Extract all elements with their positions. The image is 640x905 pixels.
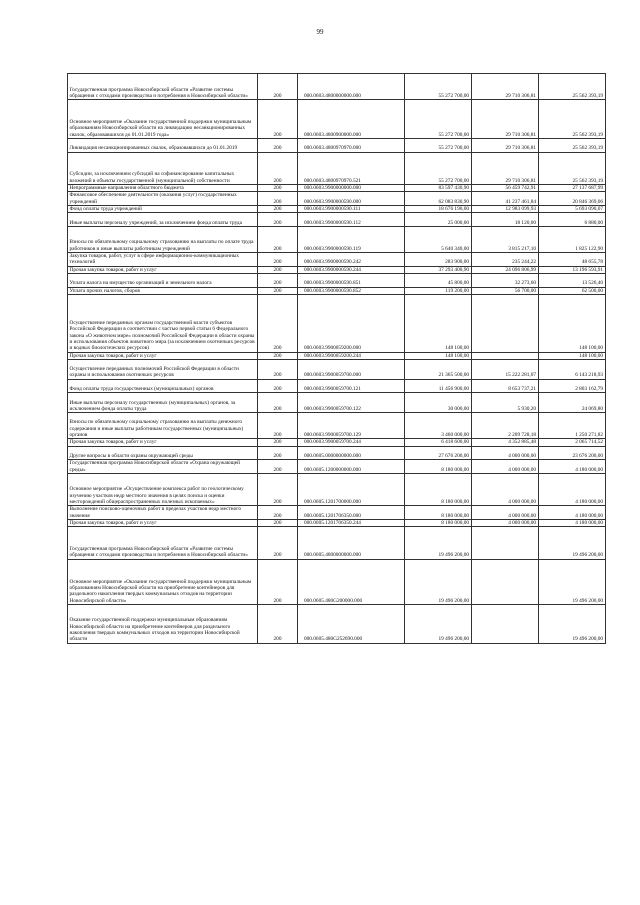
executed-amount-cell: 2 209 728,18 [471, 413, 538, 439]
table-row [68, 460, 606, 474]
classification-code-cell: 000.0603.4800900000.000 [298, 100, 405, 139]
remaining-amount-cell: 4 180 000,00 [538, 460, 605, 474]
expense-name-cell: Финансовое обеспечение деятельности (оказания услуг) государственных учреждений [68, 192, 258, 206]
approved-amount-cell: 3 460 000,00 [404, 413, 471, 439]
expense-name-cell: Иные выплаты персоналу государственных (муниципальных) органов, за исключением фонда оплаты труда [68, 393, 258, 413]
classification-code-cell: 000.0603.9900000590.851 [298, 273, 405, 287]
table-row [68, 185, 606, 192]
table-row [68, 352, 606, 359]
table-row [68, 152, 606, 185]
admin-code-cell: 200 [258, 473, 298, 506]
remaining-amount-cell: 27 137 687,99 [538, 185, 605, 192]
remaining-amount-cell: 62 500,00 [538, 287, 605, 294]
classification-code-cell: 000.0605.480G200000.000 [298, 559, 405, 604]
classification-code-cell: 000.0603.9900059200.244 [298, 352, 405, 359]
admin-code-cell: 200 [258, 446, 298, 460]
approved-amount-cell: 5 640 340,00 [404, 226, 471, 252]
approved-amount-cell: 6 418 600,00 [404, 439, 471, 446]
executed-amount-cell: 12 983 099,93 [471, 205, 538, 212]
approved-amount-cell: 21 365 500,00 [404, 359, 471, 379]
expense-name-cell: Осуществление переданных полномочий Российской Федерации в области охраны и использования охотничьих ресурсов [68, 359, 258, 379]
approved-amount-cell: 45 800,00 [404, 273, 471, 287]
classification-code-cell: 000.0603.9900059700.122 [298, 393, 405, 413]
remaining-amount-cell: 25 562 393,19 [538, 100, 605, 139]
table-row [68, 473, 606, 506]
remaining-amount-cell: 23 676 200,00 [538, 446, 605, 460]
table-row [68, 226, 606, 252]
table-row [68, 273, 606, 287]
classification-code-cell: 000.0603.4800000000.000 [298, 74, 405, 100]
expense-name-cell: Непрограммные направления областного бюджета [68, 185, 258, 192]
executed-amount-cell: 29 710 306,81 [471, 74, 538, 100]
approved-amount-cell: 119 200,00 [404, 287, 471, 294]
executed-amount-cell: 41 237 461,84 [471, 192, 538, 206]
table-row [68, 253, 606, 267]
executed-amount-cell: 29 710 306,81 [471, 138, 538, 152]
admin-code-cell: 200 [258, 559, 298, 604]
classification-code-cell: 000.0603.9900059700.244 [298, 439, 405, 446]
remaining-amount-cell: 20 846 369,06 [538, 192, 605, 206]
classification-code-cell: 000.0603.4800970970.521 [298, 152, 405, 185]
executed-amount-cell: 15 222 281,07 [471, 359, 538, 379]
expense-name-cell: Уплата прочих налогов, сборов [68, 287, 258, 294]
admin-code-cell: 200 [258, 273, 298, 287]
executed-amount-cell: 4 352 885,48 [471, 439, 538, 446]
expense-name-cell: Фонд оплаты труда государственных (муниципальных) органов [68, 379, 258, 393]
admin-code-cell: 200 [258, 226, 298, 252]
executed-amount-cell [471, 559, 538, 604]
admin-code-cell: 200 [258, 359, 298, 379]
remaining-amount-cell: 2 065 714,52 [538, 439, 605, 446]
table-row [68, 559, 606, 604]
table-row [68, 527, 606, 560]
remaining-amount-cell: 6 880,00 [538, 213, 605, 227]
executed-amount-cell: 4 000 000,00 [471, 460, 538, 474]
admin-code-cell: 200 [258, 460, 298, 474]
executed-amount-cell: 4 000 000,00 [471, 446, 538, 460]
approved-amount-cell: 19 496 200,00 [404, 527, 471, 560]
expense-name-cell: Выполнение поисково-оценочных работ в пределах участков недр местного значения [68, 506, 258, 520]
expense-name-cell: Основное мероприятие «Оказание государственной поддержки муниципальным образованиям Новосибирской области на ликвидацию несанкционированных свалок, образовавшихся до 01.01.2019 года» [68, 100, 258, 139]
approved-amount-cell: 55 272 700,00 [404, 152, 471, 185]
table-row [68, 205, 606, 212]
classification-code-cell: 000.0603.9900059700.000 [298, 359, 405, 379]
table-row [68, 287, 606, 294]
executed-amount-cell: 56 700,00 [471, 287, 538, 294]
admin-code-cell: 200 [258, 439, 298, 446]
admin-code-cell: 200 [258, 506, 298, 520]
expense-name-cell: Взносы по обязательному социальному страхованию на выплаты денежного содержания и иные выплаты работникам государственных (муниципальных) органов [68, 413, 258, 439]
remaining-amount-cell: 13 526,40 [538, 273, 605, 287]
expense-name-cell: Прочая закупка товаров, работ и услуг [68, 439, 258, 446]
expense-name-cell: Государственная программа Новосибирской области «Охрана окружающей среды» [68, 460, 258, 474]
executed-amount-cell: 29 710 306,81 [471, 100, 538, 139]
approved-amount-cell: 62 083 830,90 [404, 192, 471, 206]
remaining-amount-cell: 48 655,78 [538, 253, 605, 267]
remaining-amount-cell: 2 803 162,79 [538, 379, 605, 393]
approved-amount-cell: 148 100,00 [404, 294, 471, 352]
expense-name-cell: Иные выплаты персоналу учреждений, за исключением фонда оплаты труда [68, 213, 258, 227]
classification-code-cell: 000.0605.4800000000.000 [298, 527, 405, 560]
approved-amount-cell: 8 180 000,00 [404, 460, 471, 474]
executed-amount-cell [471, 527, 538, 560]
approved-amount-cell: 19 496 200,00 [404, 604, 471, 643]
admin-code-cell: 200 [258, 294, 298, 352]
classification-code-cell: 000.0603.9900000000.000 [298, 185, 405, 192]
table-row [68, 138, 606, 152]
admin-code-cell: 200 [258, 213, 298, 227]
page-number: 99 [316, 28, 324, 36]
remaining-amount-cell: 6 143 218,93 [538, 359, 605, 379]
admin-code-cell: 200 [258, 527, 298, 560]
table-row [68, 192, 606, 206]
executed-amount-cell [471, 294, 538, 352]
classification-code-cell: 000.0603.9900059700.121 [298, 379, 405, 393]
classification-code-cell: 000.0605.480G252690.000 [298, 604, 405, 643]
executed-amount-cell [471, 604, 538, 643]
executed-amount-cell: 32 273,60 [471, 273, 538, 287]
approved-amount-cell: 11 456 900,00 [404, 379, 471, 393]
admin-code-cell: 200 [258, 519, 298, 526]
approved-amount-cell: 27 676 200,00 [404, 446, 471, 460]
remaining-amount-cell: 1 825 122,90 [538, 226, 605, 252]
classification-code-cell: 000.0603.9900000590.242 [298, 253, 405, 267]
approved-amount-cell: 25 000,00 [404, 213, 471, 227]
classification-code-cell: 000.0605.1200000000.000 [298, 460, 405, 474]
executed-amount-cell: 3 815 217,10 [471, 226, 538, 252]
table-row [68, 213, 606, 227]
expense-name-cell: Взносы по обязательному социальному страхованию на выплаты по оплате труда работников и иные выплаты работникам учреждений [68, 226, 258, 252]
admin-code-cell: 200 [258, 352, 298, 359]
classification-code-cell: 000.0603.9900000590.119 [298, 226, 405, 252]
classification-code-cell: 000.0603.9900059700.129 [298, 413, 405, 439]
approved-amount-cell: 83 597 430,90 [404, 185, 471, 192]
classification-code-cell: 000.0603.9900000590.852 [298, 287, 405, 294]
admin-code-cell: 200 [258, 74, 298, 100]
classification-code-cell: 000.0603.9900059200.000 [298, 294, 405, 352]
remaining-amount-cell: 25 562 393,19 [538, 74, 605, 100]
classification-code-cell: 000.0605.1201700000.000 [298, 473, 405, 506]
expense-name-cell: Закупка товаров, работ, услуг в сфере информационно-коммуникационных технологий [68, 253, 258, 267]
classification-code-cell: 000.0603.9900000590.112 [298, 213, 405, 227]
expense-name-cell: Уплата налога на имущество организаций и земельного налога [68, 273, 258, 287]
expense-name-cell: Оказание государственной поддержки муниципальным образованиям Новосибирской области на приобретение контейнеров для раздельного накопления твердых коммунальных отходов на территории Новосибирской области [68, 604, 258, 643]
executed-amount-cell [471, 352, 538, 359]
expense-name-cell: Государственная программа Новосибирской области «Развитие системы обращения с отходами производства и потребления в Новосибирской области» [68, 74, 258, 100]
expense-name-cell: Основное мероприятие «Оказание государственной поддержки муниципальным образованиям Новосибирской области на приобретение контейнеров для раздельного накопления твердых коммунальных отходов на территории Новосибирской области» [68, 559, 258, 604]
table-row [68, 100, 606, 139]
remaining-amount-cell: 4 180 000,00 [538, 519, 605, 526]
table-row [68, 74, 606, 100]
expense-name-cell: Осуществление переданных органам государственной власти субъектов Российской Федерации в соответствии с частью первой статьи 6 Федерального закона «О животном мире» полномочий Российской Федерации в области охраны и использования объектов животного мира (за исключением охотничьих ресурсов и водных биологических ресурсов) [68, 294, 258, 352]
classification-code-cell: 000.0605.1201706350.244 [298, 519, 405, 526]
remaining-amount-cell: 1 250 271,82 [538, 413, 605, 439]
table-row [68, 506, 606, 520]
executed-amount-cell: 4 000 000,00 [471, 473, 538, 506]
admin-code-cell: 200 [258, 393, 298, 413]
table-row [68, 446, 606, 460]
table-row [68, 604, 606, 643]
table-row [68, 393, 606, 413]
expense-name-cell: Прочая закупка товаров, работ и услуг [68, 519, 258, 526]
remaining-amount-cell: 148 100,00 [538, 352, 605, 359]
approved-amount-cell: 8 180 000,00 [404, 519, 471, 526]
expense-name-cell: Другие вопросы в области охраны окружающей среды [68, 446, 258, 460]
expense-name-cell: Прочая закупка товаров, работ и услуг [68, 266, 258, 273]
approved-amount-cell: 148 100,00 [404, 352, 471, 359]
remaining-amount-cell: 19 496 200,00 [538, 559, 605, 604]
approved-amount-cell: 30 000,00 [404, 393, 471, 413]
table-row [68, 379, 606, 393]
executed-amount-cell: 29 710 306,81 [471, 152, 538, 185]
expense-name-cell: Государственная программа Новосибирской области «Развитие системы обращения с отходами производства и потребления в Новосибирской области» [68, 527, 258, 560]
executed-amount-cell: 4 000 000,00 [471, 519, 538, 526]
expense-name-cell: Субсидии, за исключением субсидий на софинансирование капитальных вложений в объекты государственной (муниципальной) собственности [68, 152, 258, 185]
executed-amount-cell: 56 459 742,91 [471, 185, 538, 192]
admin-code-cell: 200 [258, 253, 298, 267]
approved-amount-cell: 8 180 000,00 [404, 506, 471, 520]
classification-code-cell: 000.0603.4800970970.000 [298, 138, 405, 152]
remaining-amount-cell: 24 069,80 [538, 393, 605, 413]
admin-code-cell: 200 [258, 185, 298, 192]
classification-code-cell: 000.0605.1201706350.000 [298, 506, 405, 520]
remaining-amount-cell: 25 562 393,19 [538, 152, 605, 185]
remaining-amount-cell: 19 496 200,00 [538, 604, 605, 643]
expense-name-cell: Основное мероприятие «Осуществление комплекса работ по геологическому изучению участков недр местного значения в целях поиска и оценки месторождений общераспространенных полезных ископаемых» [68, 473, 258, 506]
approved-amount-cell: 18 676 190,00 [404, 205, 471, 212]
remaining-amount-cell: 5 693 090,07 [538, 205, 605, 212]
admin-code-cell: 200 [258, 379, 298, 393]
approved-amount-cell: 8 180 000,00 [404, 473, 471, 506]
remaining-amount-cell: 19 496 200,00 [538, 527, 605, 560]
classification-code-cell: 000.0603.9900000590.111 [298, 205, 405, 212]
admin-code-cell: 200 [258, 100, 298, 139]
approved-amount-cell: 55 272 700,00 [404, 100, 471, 139]
remaining-amount-cell: 4 180 000,00 [538, 473, 605, 506]
executed-amount-cell: 235 244,22 [471, 253, 538, 267]
executed-amount-cell: 5 930,20 [471, 393, 538, 413]
admin-code-cell: 200 [258, 266, 298, 273]
remaining-amount-cell: 13 196 593,91 [538, 266, 605, 273]
expense-name-cell: Прочая закупка товаров, работ и услуг [68, 352, 258, 359]
classification-code-cell: 000.0603.9900000590.000 [298, 192, 405, 206]
admin-code-cell: 200 [258, 287, 298, 294]
budget-execution-table [67, 73, 606, 644]
approved-amount-cell: 283 900,00 [404, 253, 471, 267]
classification-code-cell: 000.0603.9900000590.244 [298, 266, 405, 273]
admin-code-cell: 200 [258, 138, 298, 152]
approved-amount-cell: 37 293 400,90 [404, 266, 471, 273]
approved-amount-cell: 55 272 700,00 [404, 138, 471, 152]
classification-code-cell: 000.0605.0000000000.000 [298, 446, 405, 460]
remaining-amount-cell: 25 562 393,19 [538, 138, 605, 152]
admin-code-cell: 200 [258, 413, 298, 439]
admin-code-cell: 200 [258, 152, 298, 185]
table-row [68, 359, 606, 379]
executed-amount-cell: 24 096 806,99 [471, 266, 538, 273]
admin-code-cell: 200 [258, 604, 298, 643]
table-row [68, 266, 606, 273]
table-row [68, 413, 606, 439]
table-row [68, 519, 606, 526]
remaining-amount-cell: 4 180 000,00 [538, 506, 605, 520]
expense-name-cell: Фонд оплаты труда учреждений [68, 205, 258, 212]
remaining-amount-cell: 148 100,00 [538, 294, 605, 352]
admin-code-cell: 200 [258, 205, 298, 212]
approved-amount-cell: 19 496 200,00 [404, 559, 471, 604]
executed-amount-cell: 8 653 737,21 [471, 379, 538, 393]
executed-amount-cell: 18 120,00 [471, 213, 538, 227]
executed-amount-cell: 4 000 000,00 [471, 506, 538, 520]
admin-code-cell: 200 [258, 192, 298, 206]
table-row [68, 439, 606, 446]
approved-amount-cell: 55 272 700,00 [404, 74, 471, 100]
table-row [68, 294, 606, 352]
expense-name-cell: Ликвидация несанкционированных свалок, образовавшихся до 01.01.2019 [68, 138, 258, 152]
